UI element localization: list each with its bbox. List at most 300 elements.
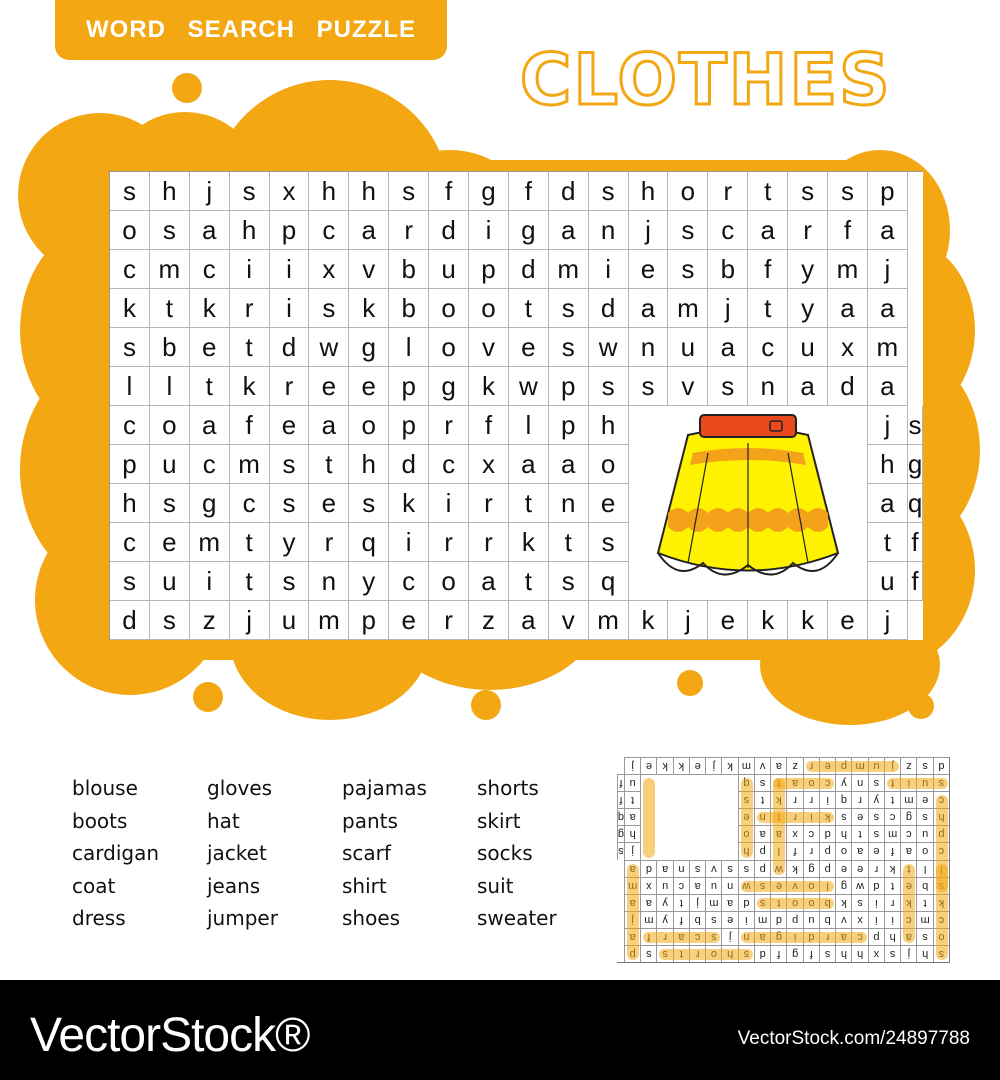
word-list-item: skirt — [477, 808, 521, 833]
answer-highlight — [741, 932, 867, 943]
grid-cell[interactable]: y — [270, 523, 310, 562]
grid-cell[interactable]: r — [429, 601, 469, 640]
grid-cell[interactable]: t — [309, 445, 349, 484]
grid-cell[interactable]: d — [828, 367, 868, 406]
word-list-item: boots — [72, 808, 128, 833]
answer-highlight — [773, 778, 785, 874]
grid-cell[interactable]: i — [190, 562, 230, 601]
puzzle-grid — [109, 171, 923, 640]
grid-cell[interactable]: a — [469, 562, 509, 601]
grid-cell[interactable]: u — [429, 250, 469, 289]
grid-cell[interactable]: t — [868, 523, 908, 562]
grid-cell[interactable]: z — [190, 601, 230, 640]
grid-cell[interactable]: m — [549, 250, 589, 289]
grid-cell[interactable]: h — [230, 211, 270, 250]
grid-cell[interactable]: n — [629, 328, 669, 367]
grid-cell[interactable]: e — [309, 367, 349, 406]
grid-cell[interactable]: x — [270, 172, 310, 211]
grid-cell[interactable]: u — [150, 445, 190, 484]
grid-cell[interactable]: n — [589, 211, 629, 250]
grid-cell[interactable]: l — [110, 367, 150, 406]
grid-cell[interactable]: r — [708, 172, 748, 211]
grid-cell[interactable]: s — [629, 367, 669, 406]
grid-cell[interactable]: a — [349, 211, 389, 250]
grid-cell[interactable]: s — [549, 328, 589, 367]
grid-cell[interactable]: s — [589, 367, 629, 406]
grid-cell[interactable]: w — [509, 367, 549, 406]
grid-cell[interactable]: l — [150, 367, 190, 406]
grid-cell[interactable]: g — [509, 211, 549, 250]
grid-cell[interactable]: o — [429, 328, 469, 367]
grid-cell[interactable]: s — [589, 523, 629, 562]
grid-cell[interactable]: d — [549, 172, 589, 211]
grid-cell[interactable]: p — [389, 406, 429, 445]
grid-cell[interactable]: a — [549, 445, 589, 484]
grid-cell[interactable]: r — [469, 484, 509, 523]
grid-cell[interactable]: u — [668, 328, 708, 367]
answer-highlight — [643, 778, 655, 857]
grid-cell[interactable]: c — [190, 250, 230, 289]
grid-cell[interactable]: e — [589, 484, 629, 523]
grid-cell[interactable]: h — [349, 172, 389, 211]
grid-cell[interactable]: c — [230, 484, 270, 523]
grid-cell[interactable]: d — [429, 211, 469, 250]
answer-cell: e — [640, 757, 656, 774]
grid-cell[interactable]: i — [270, 250, 310, 289]
word-list-item: scarf — [342, 841, 391, 865]
grid-cell[interactable]: j — [668, 601, 708, 640]
grid-cell[interactable]: f — [429, 172, 469, 211]
answer-cell: u — [624, 774, 640, 791]
answer-cell: r — [868, 860, 884, 877]
grid-cell[interactable]: d — [509, 250, 549, 289]
grid-cell[interactable]: j — [190, 172, 230, 211]
answer-cell: u — [917, 825, 933, 842]
grid-cell[interactable]: s — [270, 562, 310, 601]
grid-cell[interactable]: a — [309, 406, 349, 445]
word-list-item: gloves — [207, 776, 273, 800]
grid-cell[interactable]: h — [110, 484, 150, 523]
grid-cell[interactable]: v — [668, 367, 708, 406]
grid-cell[interactable]: t — [509, 562, 549, 601]
grid-cell[interactable]: k — [629, 601, 669, 640]
grid-cell[interactable]: k — [509, 523, 549, 562]
watermark-id: VectorStock.com/24897788 — [737, 1028, 970, 1049]
answer-cell: a — [754, 825, 770, 842]
grid-cell[interactable]: p — [549, 367, 589, 406]
grid-cell[interactable]: d — [389, 445, 429, 484]
grid-cell[interactable]: o — [429, 562, 469, 601]
grid-cell[interactable]: s — [788, 172, 828, 211]
grid-cell[interactable]: t — [230, 328, 270, 367]
grid-cell[interactable]: u — [868, 562, 908, 601]
grid-cell[interactable]: g — [349, 328, 389, 367]
answer-cell: s — [738, 860, 754, 877]
grid-cell[interactable]: r — [469, 523, 509, 562]
grid-cell[interactable]: t — [509, 289, 549, 328]
answer-cell: y — [657, 911, 673, 928]
grid-cell[interactable]: o — [469, 289, 509, 328]
grid-cell[interactable]: r — [230, 289, 270, 328]
grid-cell[interactable]: v — [549, 601, 589, 640]
grid-cell[interactable]: u — [270, 601, 310, 640]
answer-cell: b — [689, 911, 705, 928]
grid-cell[interactable]: k — [110, 289, 150, 328]
answer-cell: s — [754, 774, 770, 791]
grid-cell[interactable]: w — [589, 328, 629, 367]
grid-cell[interactable]: j — [629, 211, 669, 250]
answer-cell: d — [770, 911, 786, 928]
answer-cell: m — [640, 911, 656, 928]
grid-cell[interactable]: a — [509, 601, 549, 640]
answer-cell: s — [819, 945, 835, 962]
grid-cell[interactable]: d — [110, 601, 150, 640]
grid-cell[interactable]: b — [150, 328, 190, 367]
answer-cell: v — [754, 757, 770, 774]
grid-cell[interactable]: f — [469, 406, 509, 445]
grid-cell[interactable]: s — [150, 601, 190, 640]
skirt-icon — [648, 413, 848, 593]
grid-cell[interactable]: d — [589, 289, 629, 328]
answer-cell: r — [787, 791, 803, 808]
grid-cell[interactable]: w — [309, 328, 349, 367]
answer-cell: i — [868, 911, 884, 928]
grid-cell[interactable]: c — [110, 250, 150, 289]
grid-cell[interactable]: e — [349, 367, 389, 406]
answer-cell: m — [917, 911, 933, 928]
grid-cell[interactable]: f — [230, 406, 270, 445]
grid-cell[interactable]: r — [788, 211, 828, 250]
answer-cell: x — [852, 911, 868, 928]
grid-cell[interactable]: a — [509, 445, 549, 484]
grid-cell[interactable]: s — [668, 211, 708, 250]
answer-highlight — [643, 932, 720, 943]
grid-cell[interactable]: b — [708, 250, 748, 289]
grid-cell[interactable]: f — [908, 523, 923, 562]
word-list-item: shirt — [342, 873, 387, 898]
word-list-item: suit — [477, 873, 514, 898]
grid-cell[interactable]: f — [828, 211, 868, 250]
grid-cell[interactable]: c — [110, 523, 150, 562]
answer-cell: e — [722, 911, 738, 928]
grid-cell[interactable]: c — [190, 445, 230, 484]
answer-cell: x — [640, 877, 656, 894]
grid-cell[interactable]: d — [270, 328, 310, 367]
grid-cell[interactable]: l — [389, 328, 429, 367]
grid-cell[interactable]: i — [230, 250, 270, 289]
answer-cell: f — [770, 945, 786, 962]
grid-cell[interactable]: k — [349, 289, 389, 328]
answer-highlight — [741, 778, 753, 857]
grid-cell[interactable]: k — [748, 601, 788, 640]
grid-cell[interactable]: g — [469, 172, 509, 211]
grid-cell[interactable]: o — [589, 445, 629, 484]
grid-cell[interactable]: s — [668, 250, 708, 289]
grid-cell[interactable]: i — [270, 289, 310, 328]
grid-cell[interactable]: c — [748, 328, 788, 367]
grid-cell[interactable]: l — [509, 406, 549, 445]
grid-cell[interactable]: u — [788, 328, 828, 367]
grid-cell[interactable]: s — [908, 406, 923, 445]
grid-cell[interactable]: a — [868, 211, 908, 250]
grid-cell[interactable]: m — [828, 250, 868, 289]
grid-cell[interactable]: a — [868, 367, 908, 406]
answer-cell: w — [852, 877, 868, 894]
grid-cell[interactable]: t — [748, 172, 788, 211]
grid-cell[interactable]: t — [150, 289, 190, 328]
answer-cell: e — [835, 860, 851, 877]
grid-cell[interactable]: c — [389, 562, 429, 601]
answer-cell: j — [722, 928, 738, 945]
grid-cell[interactable]: i — [589, 250, 629, 289]
grid-cell[interactable]: a — [868, 484, 908, 523]
grid-cell[interactable]: p — [868, 172, 908, 211]
answer-cell: v — [705, 860, 721, 877]
answer-cell: p — [754, 860, 770, 877]
answer-highlight — [757, 898, 834, 909]
grid-cell[interactable]: a — [748, 211, 788, 250]
grid-cell[interactable]: h — [150, 172, 190, 211]
grid-cell[interactable]: m — [868, 328, 908, 367]
answer-cell: p — [787, 911, 803, 928]
skirt-illustration — [629, 406, 868, 601]
answer-cell: p — [754, 842, 770, 859]
grid-cell[interactable]: e — [190, 328, 230, 367]
grid-cell[interactable]: z — [469, 601, 509, 640]
grid-cell[interactable]: x — [309, 250, 349, 289]
grid-cell[interactable]: h — [589, 406, 629, 445]
grid-cell[interactable]: x — [469, 445, 509, 484]
grid-cell[interactable]: o — [349, 406, 389, 445]
answer-highlight — [627, 864, 639, 960]
grid-cell[interactable]: p — [469, 250, 509, 289]
grid-cell[interactable]: m — [668, 289, 708, 328]
grid-cell[interactable]: q — [349, 523, 389, 562]
answer-cell: n — [722, 877, 738, 894]
grid-cell[interactable]: p — [110, 445, 150, 484]
answer-cell: n — [673, 860, 689, 877]
answer-cell: f — [884, 842, 900, 859]
grid-cell[interactable]: j — [868, 250, 908, 289]
grid-cell[interactable]: j — [708, 289, 748, 328]
grid-cell[interactable]: j — [868, 601, 908, 640]
answer-cell: d — [933, 757, 949, 774]
grid-cell[interactable]: c — [110, 406, 150, 445]
grid-cell[interactable]: a — [629, 289, 669, 328]
word-list-item: jeans — [207, 873, 261, 898]
grid-cell[interactable]: a — [190, 406, 230, 445]
grid-cell[interactable]: p — [349, 601, 389, 640]
grid-cell[interactable]: s — [270, 445, 310, 484]
grid-cell[interactable]: u — [150, 562, 190, 601]
grid-cell[interactable]: o — [150, 406, 190, 445]
answer-cell: h — [852, 945, 868, 962]
grid-cell[interactable]: e — [309, 484, 349, 523]
grid-cell[interactable]: p — [549, 406, 589, 445]
grid-cell[interactable]: s — [270, 484, 310, 523]
grid-cell[interactable]: h — [629, 172, 669, 211]
grid-cell[interactable]: f — [908, 562, 923, 601]
grid-cell[interactable]: m — [190, 523, 230, 562]
answer-cell: r — [803, 842, 819, 859]
answer-cell: k — [884, 860, 900, 877]
grid-cell[interactable]: e — [629, 250, 669, 289]
grid-cell[interactable]: t — [748, 289, 788, 328]
grid-cell[interactable]: a — [708, 328, 748, 367]
grid-cell[interactable]: r — [309, 523, 349, 562]
grid-cell[interactable]: e — [828, 601, 868, 640]
answer-cell: g — [787, 945, 803, 962]
answer-cell: u — [803, 911, 819, 928]
answer-cell: m — [705, 894, 721, 911]
answer-cell: i — [738, 911, 754, 928]
grid-cell[interactable]: r — [429, 406, 469, 445]
grid-cell[interactable]: t — [190, 367, 230, 406]
grid-cell[interactable]: e — [270, 406, 310, 445]
grid-cell[interactable]: c — [429, 445, 469, 484]
grid-cell[interactable]: m — [230, 445, 270, 484]
grid-cell[interactable]: g — [190, 484, 230, 523]
grid-cell[interactable]: v — [349, 250, 389, 289]
grid-cell[interactable]: k — [389, 484, 429, 523]
answer-cell: d — [754, 945, 770, 962]
answer-cell: h — [835, 945, 851, 962]
grid-cell[interactable]: k — [190, 289, 230, 328]
grid-cell[interactable]: o — [668, 172, 708, 211]
grid-cell[interactable]: a — [828, 289, 868, 328]
grid-cell[interactable]: r — [270, 367, 310, 406]
grid-cell[interactable]: e — [150, 523, 190, 562]
grid-cell[interactable]: e — [708, 601, 748, 640]
grid-cell[interactable]: e — [509, 328, 549, 367]
grid-cell[interactable]: s — [110, 172, 150, 211]
grid-cell[interactable]: c — [708, 211, 748, 250]
grid-cell[interactable]: m — [309, 601, 349, 640]
grid-cell[interactable]: s — [708, 367, 748, 406]
grid-cell[interactable]: x — [828, 328, 868, 367]
grid-cell[interactable]: s — [150, 211, 190, 250]
grid-cell[interactable]: y — [349, 562, 389, 601]
grid-cell[interactable]: g — [429, 367, 469, 406]
answer-cell: x — [787, 825, 803, 842]
grid-cell[interactable]: r — [429, 523, 469, 562]
grid-cell[interactable]: n — [309, 562, 349, 601]
grid-cell[interactable]: k — [788, 601, 828, 640]
grid-cell[interactable]: s — [150, 484, 190, 523]
answer-cell: u — [657, 877, 673, 894]
grid-cell[interactable]: e — [389, 601, 429, 640]
answer-cell: i — [884, 911, 900, 928]
grid-cell[interactable]: s — [389, 172, 429, 211]
grid-cell[interactable]: b — [389, 289, 429, 328]
grid-cell[interactable]: h — [349, 445, 389, 484]
word-list — [72, 775, 612, 932]
answer-cell: p — [868, 928, 884, 945]
grid-cell[interactable]: p — [270, 211, 310, 250]
grid-cell[interactable]: j — [230, 601, 270, 640]
grid-cell[interactable]: n — [748, 367, 788, 406]
grid-cell[interactable]: t — [230, 562, 270, 601]
grid-cell[interactable]: j — [868, 406, 908, 445]
grid-cell[interactable]: r — [389, 211, 429, 250]
answer-cell: r — [884, 894, 900, 911]
grid-cell[interactable]: i — [469, 211, 509, 250]
grid-cell[interactable]: s — [828, 172, 868, 211]
grid-cell[interactable]: q — [589, 562, 629, 601]
answer-cell: k — [722, 757, 738, 774]
grid-cell[interactable]: s — [549, 562, 589, 601]
answer-cell: r — [852, 791, 868, 808]
grid-cell[interactable]: s — [230, 172, 270, 211]
header-tab — [55, 0, 447, 60]
grid-cell[interactable]: m — [150, 250, 190, 289]
grid-cell[interactable]: a — [788, 367, 828, 406]
grid-cell[interactable]: k — [230, 367, 270, 406]
grid-cell[interactable]: f — [748, 250, 788, 289]
answer-cell: b — [917, 877, 933, 894]
answer-cell: v — [835, 911, 851, 928]
answer-cell: y — [657, 894, 673, 911]
answer-cell: s — [868, 774, 884, 791]
grid-cell[interactable]: y — [788, 289, 828, 328]
word-list-item: dress — [72, 906, 126, 930]
grid-cell[interactable]: s — [309, 289, 349, 328]
grid-cell[interactable]: a — [868, 289, 908, 328]
grid-cell[interactable]: m — [589, 601, 629, 640]
answer-cell: k — [835, 894, 851, 911]
grid-cell[interactable]: y — [788, 250, 828, 289]
grid-cell[interactable]: v — [469, 328, 509, 367]
answer-cell: j — [705, 757, 721, 774]
answer-cell: f — [617, 774, 624, 791]
grid-cell[interactable]: i — [389, 523, 429, 562]
answer-cell: t — [852, 825, 868, 842]
grid-cell[interactable]: t — [549, 523, 589, 562]
answer-cell: f — [673, 911, 689, 928]
grid-cell[interactable]: g — [908, 445, 923, 484]
grid-cell[interactable]: s — [110, 562, 150, 601]
grid-cell[interactable]: a — [549, 211, 589, 250]
answer-cell: s — [705, 911, 721, 928]
watermark-brand: VectorStock® — [30, 1009, 310, 1062]
answer-cell: m — [738, 757, 754, 774]
grid-cell[interactable]: c — [309, 211, 349, 250]
grid-cell[interactable]: p — [389, 367, 429, 406]
grid-cell[interactable]: s — [549, 289, 589, 328]
grid-cell[interactable]: s — [589, 172, 629, 211]
grid-cell[interactable]: h — [868, 445, 908, 484]
grid-cell[interactable]: q — [908, 484, 923, 523]
grid-cell[interactable]: t — [230, 523, 270, 562]
answer-highlight — [806, 761, 900, 772]
grid-cell[interactable]: t — [509, 484, 549, 523]
page-title: CLOTHES — [520, 39, 892, 121]
grid-cell[interactable]: o — [110, 211, 150, 250]
grid-cell[interactable]: b — [389, 250, 429, 289]
grid-cell[interactable]: h — [309, 172, 349, 211]
grid-cell[interactable]: o — [429, 289, 469, 328]
grid-cell[interactable]: k — [469, 367, 509, 406]
grid-cell[interactable]: n — [549, 484, 589, 523]
grid-cell[interactable]: a — [190, 211, 230, 250]
answer-cell: f — [803, 945, 819, 962]
answer-cell: d — [738, 894, 754, 911]
grid-cell[interactable]: i — [429, 484, 469, 523]
grid-cell[interactable]: f — [509, 172, 549, 211]
grid-cell[interactable]: s — [110, 328, 150, 367]
answer-cell: c — [900, 825, 916, 842]
grid-cell[interactable]: s — [349, 484, 389, 523]
